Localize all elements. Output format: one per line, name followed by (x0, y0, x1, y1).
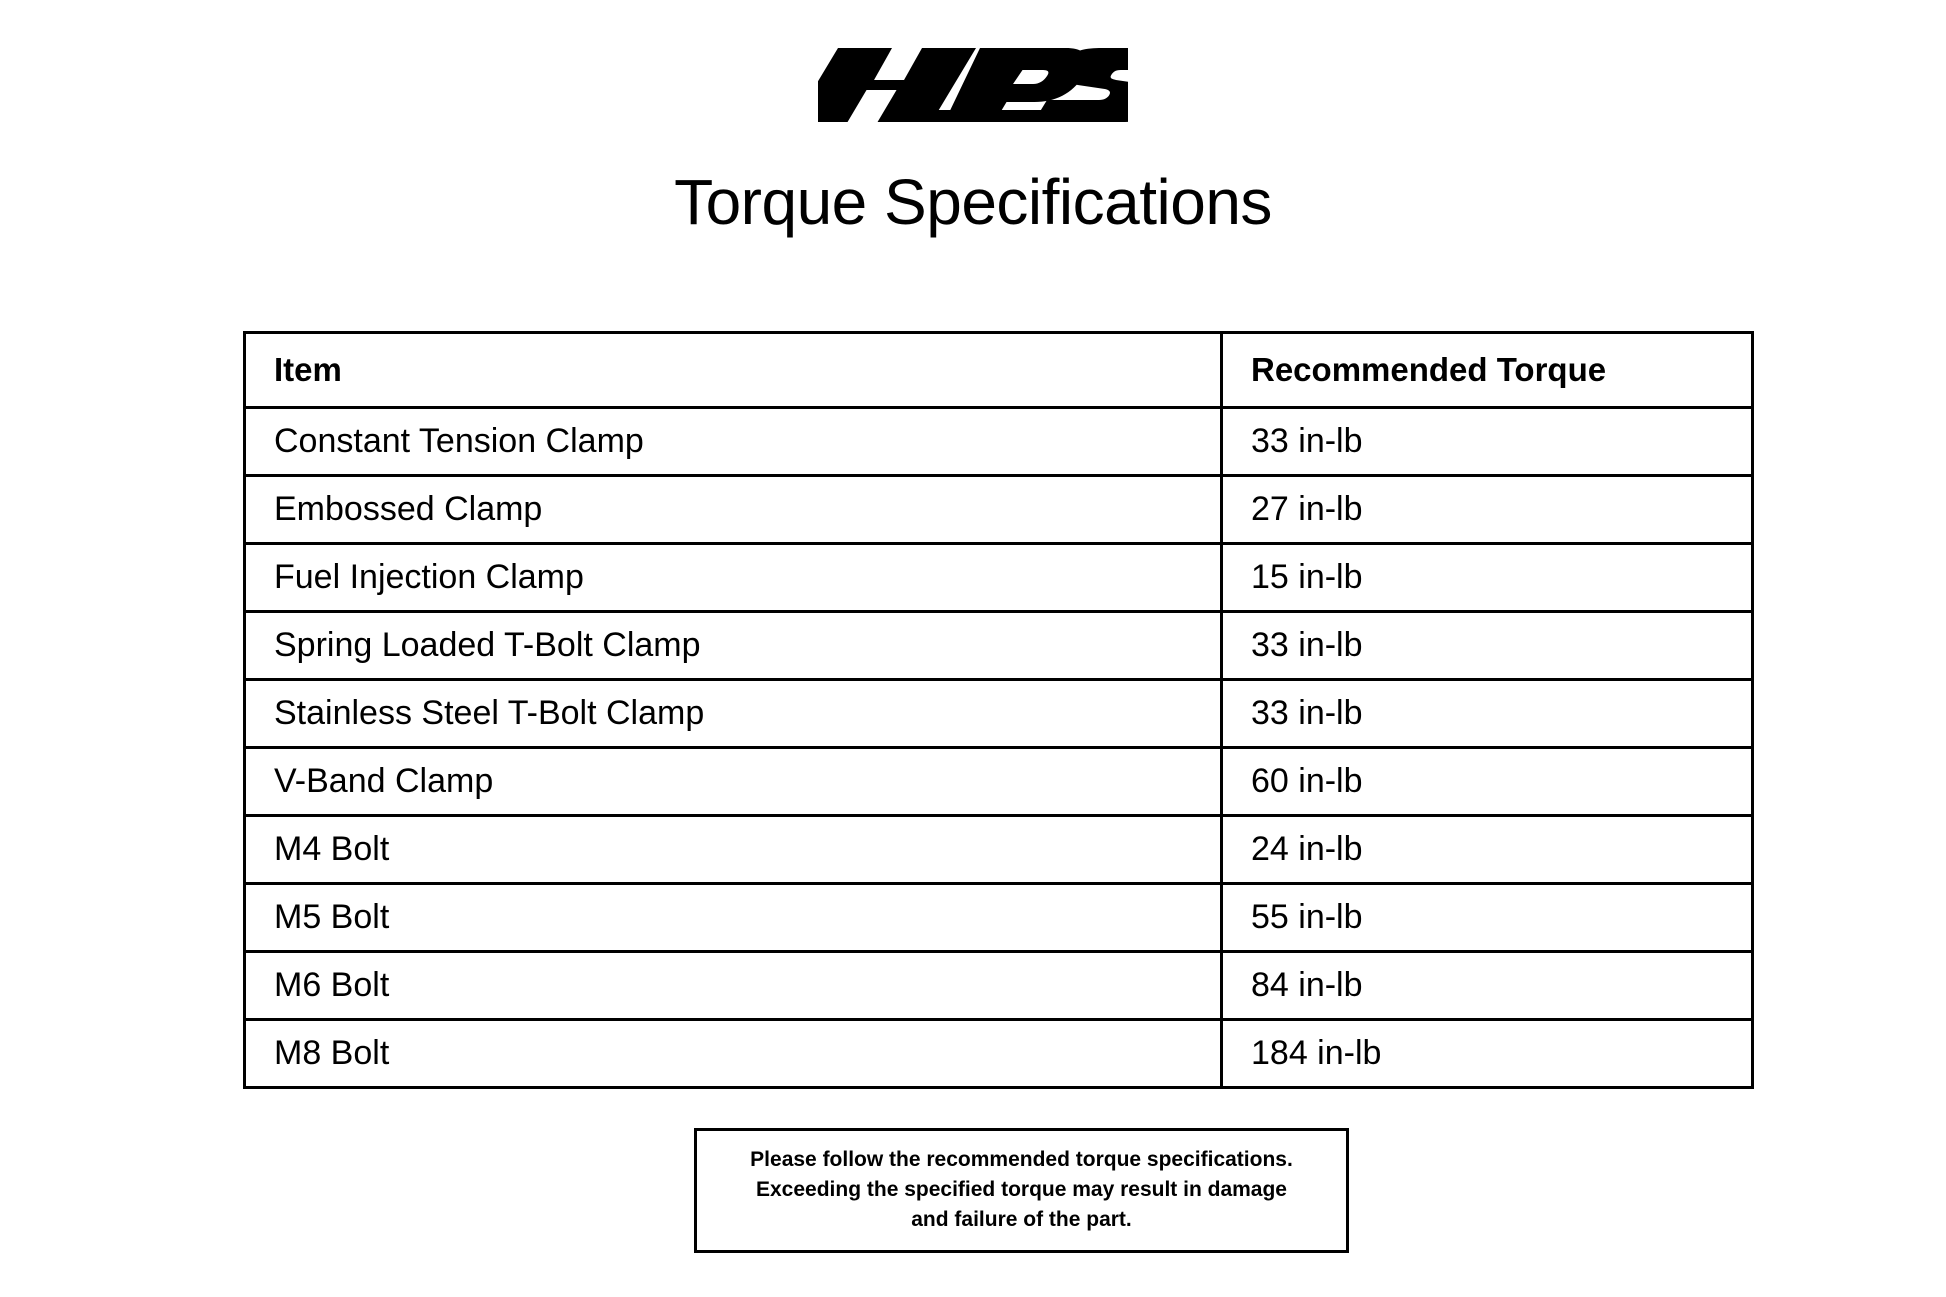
cell-item: M4 Bolt (245, 816, 1222, 884)
cell-item: Constant Tension Clamp (245, 408, 1222, 476)
table-row (245, 748, 1753, 816)
cell-item: Fuel Injection Clamp (245, 544, 1222, 612)
cell-item: V-Band Clamp (245, 748, 1222, 816)
cell-torque: 27 in-lb (1222, 476, 1753, 544)
cell-torque: 24 in-lb (1222, 816, 1753, 884)
cell-torque: 60 in-lb (1222, 748, 1753, 816)
cell-torque: 33 in-lb (1222, 408, 1753, 476)
table-row (245, 612, 1753, 680)
page-title: Torque Specifications (674, 166, 1272, 238)
cell-item: Embossed Clamp (245, 476, 1222, 544)
cell-item: Stainless Steel T-Bolt Clamp (245, 680, 1222, 748)
cell-torque: 33 in-lb (1222, 612, 1753, 680)
table-row (245, 816, 1753, 884)
cell-torque: 55 in-lb (1222, 884, 1753, 952)
warning-note-box (694, 1128, 1349, 1253)
table-row (245, 1020, 1753, 1088)
table-row (245, 884, 1753, 952)
hps-logo-icon (818, 40, 1128, 130)
note-line: Please follow the recommended torque specifications. (750, 1148, 1293, 1171)
table-row (245, 952, 1753, 1020)
torque-specifications-table (243, 331, 1754, 1089)
table-row (245, 544, 1753, 612)
cell-torque: 15 in-lb (1222, 544, 1753, 612)
note-line: Exceeding the specified torque may result in damage (756, 1177, 1287, 1201)
column-header-torque: Recommended Torque (1222, 333, 1753, 408)
table-row (245, 476, 1753, 544)
column-header-item: Item (245, 333, 1222, 408)
cell-item: M5 Bolt (245, 884, 1222, 952)
table-header-row (245, 333, 1753, 408)
cell-item: Spring Loaded T-Bolt Clamp (245, 612, 1222, 680)
table-body (245, 408, 1753, 1088)
cell-torque: 84 in-lb (1222, 952, 1753, 1020)
cell-item: M6 Bolt (245, 952, 1222, 1020)
note-line: and failure of the part. (911, 1207, 1132, 1231)
cell-torque: 184 in-lb (1222, 1020, 1753, 1088)
table-row (245, 680, 1753, 748)
cell-item: M8 Bolt (245, 1020, 1222, 1088)
cell-torque: 33 in-lb (1222, 680, 1753, 748)
brand-logo (0, 40, 1946, 130)
table-row (245, 408, 1753, 476)
